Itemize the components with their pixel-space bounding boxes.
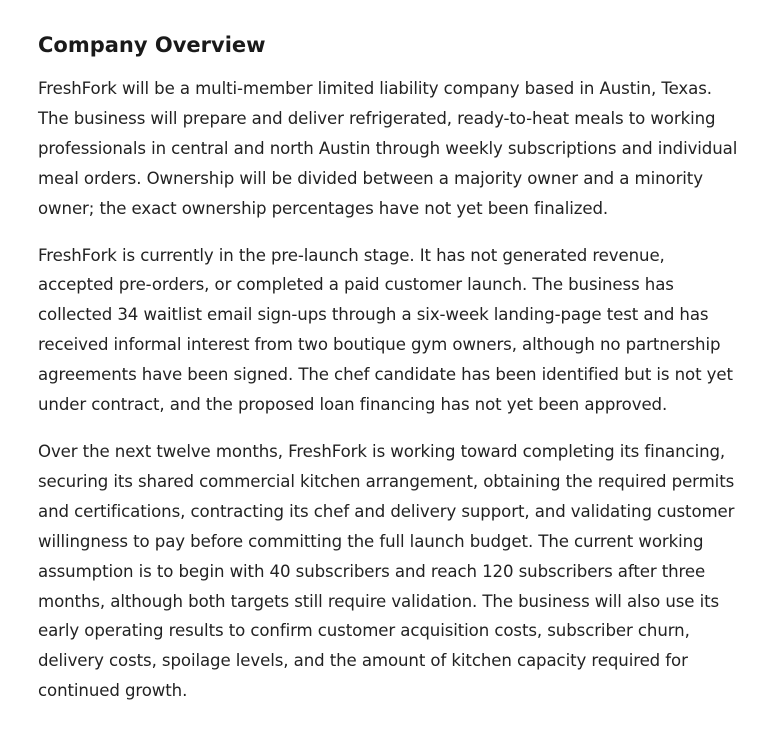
paragraph-company-description: FreshFork will be a multi-member limited liability company based in Austin, Texas. The business will prepare and deliver refrigerated, ready-to-heat meals to working professionals in central and north Austin through weekly subscriptions and individual meal orders. Ownership will be divided between a majority owner and a minority owner; the exact ownership percentages have not yet been finalized.: [38, 79, 738, 218]
section-heading: Company Overview: [38, 33, 266, 57]
paragraph-current-stage: FreshFork is currently in the pre-launch stage. It has not generated revenue, accepted pre-orders, or completed a paid customer launch. The business has collected 34 waitlist email sign-ups through a six-week landing-page test and has received informal interest from two boutique gym owners, although no partnership agreements have been signed. The chef candidate has been identified but is not yet under contract, and the proposed loan financing has not yet been approved.: [38, 245, 733, 415]
paragraph-twelve-month-goals: Over the next twelve months, FreshFork is working toward completing its financing, securing its shared commercial kitchen arrangement, obtaining the required permits and certifications, contracting its chef and delivery support, and validating customer willingness to pay before committing the full launch budget. The current working assumption is to begin with 40 subscribers and reach 120 subscribers after three months, although both targets still require validation. The business will also use its early operating results to confirm customer acquisition costs, subscriber churn, delivery costs, spoilage levels, and the amount of kitchen capacity required for continued growth.: [38, 441, 735, 701]
